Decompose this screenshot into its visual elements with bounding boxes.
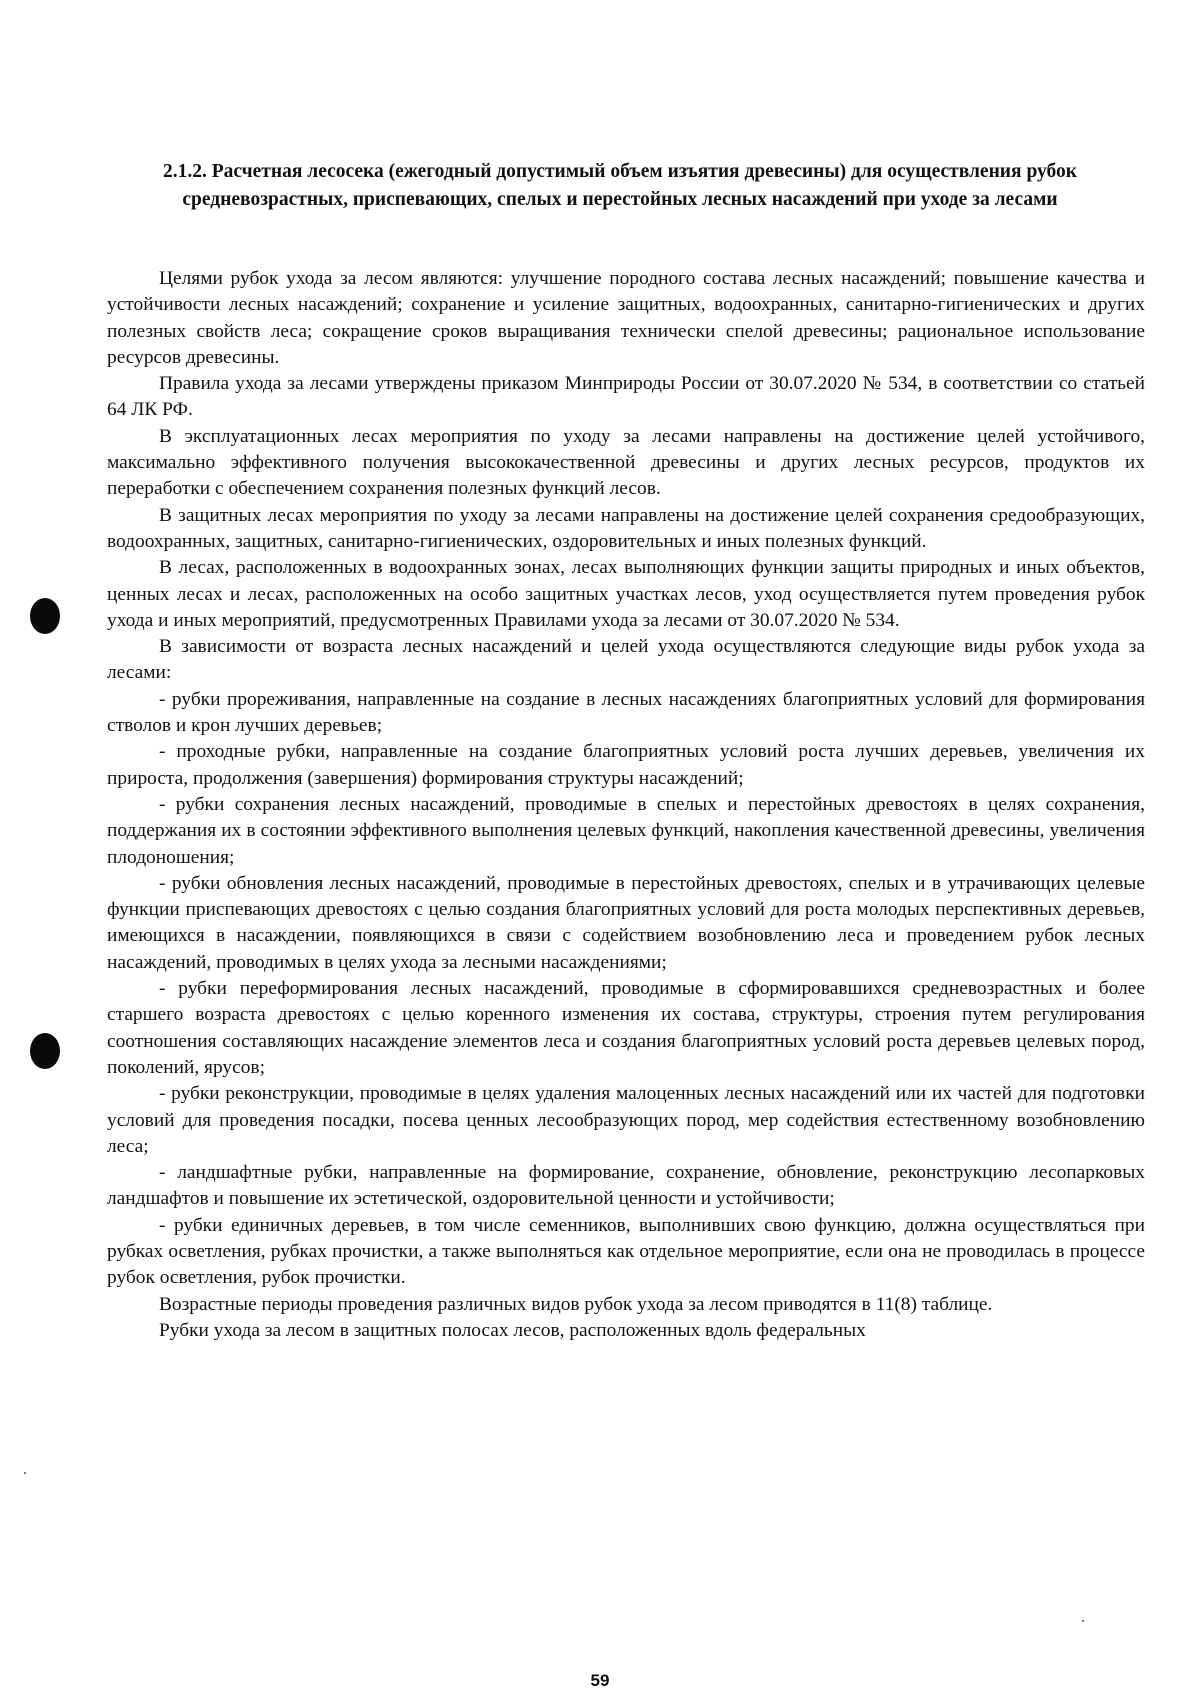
body-text (107, 266, 1145, 1344)
paragraph: Возрастные периоды проведения различных видов рубок ухода за лесом приводятся в 11(8) таблице. (159, 1293, 993, 1315)
list-item: - рубки сохранения лесных насаждений, проводимые в спелых и перестойных древостоях в целях сохранения, поддержания их в состоянии эффективного выполнения целевых функций, накопления качественной древесины, увеличения плодоношения; (107, 793, 1145, 868)
paragraph: Рубки ухода за лесом в защитных полосах лесов, расположенных вдоль федеральных (159, 1319, 866, 1341)
list-item: - ландшафтные рубки, направленные на формирование, сохранение, обновление, реконструкцию лесопарковых ландшафтов и повышение их эстетической, оздоровительной ценности и устойчивости; (107, 1162, 1145, 1210)
paragraph: В защитных лесах мероприятия по уходу за лесами направлены на достижение целей сохранения средообразующих, водоохранных, защитных, санитарно-гигиенических, оздоровительных и иных полезных функций. (107, 504, 1145, 552)
paragraph: В лесах, расположенных в водоохранных зонах, лесах выполняющих функции защиты природных и иных объектов, ценных лесах и лесах, расположенных на особо защитных участках лесов, уход осуществляется путем проведения рубок ухода и иных мероприятий, предусмотренных Правилами ухода за лесами от 30.07.2020 № 534. (107, 557, 1145, 631)
punch-hole-mark (30, 1033, 60, 1069)
paragraph: В зависимости от возраста лесных насаждений и целей ухода осуществляются следующие виды рубок ухода за лесами: (107, 636, 1145, 684)
list-item: - рубки переформирования лесных насаждений, проводимые в сформировавшихся средневозрастных и более старшего возраста древостоях с целью коренного изменения их состава, структуры, строения путем регулирования соотношения составляющих насаждение элементов леса и создания благоприятных условий роста деревьев целевых пород, поколений, ярусов; (107, 978, 1145, 1078)
list-item: - рубки прореживания, направленные на создание в лесных насаждениях благоприятных условий для формирования стволов и крон лучших деревьев; (107, 688, 1145, 737)
paragraph: Правила ухода за лесами утверждены приказом Минприроды России от 30.07.2020 № 534, в соответствии со статьей 64 ЛК РФ. (107, 373, 1145, 421)
list-item: - проходные рубки, направленные на создание благоприятных условий роста лучших деревьев, увеличения их прироста, продолжения (завершения) формирования структуры насаждений; (107, 741, 1145, 789)
list-item: - рубки реконструкции, проводимые в целях удаления малоценных лесных насаждений или их частей для подготовки условий для проведения посадки, посева ценных лесообразующих пород, мер содействия естественному возобновлению леса; (107, 1083, 1145, 1157)
section-heading: 2.1.2. Расчетная лесосека (ежегодный допустимый объем изъятия древесины) для осуществления рубок средневозрастных, приспевающих, спелых и перестойных лесных насаждений при уходе за лесами (162, 161, 1078, 210)
paragraph: Целями рубок ухода за лесом являются: улучшение породного состава лесных насаждений; повышение качества и устойчивости лесных насаждений; сохранение и усиление защитных, водоохранных, санитарно-гигиенических и других полезных свойств леса; сокращение сроков выращивания технически спелой древесины; рациональное использование ресурсов древесины. (107, 268, 1145, 368)
paragraph: В эксплуатационных лесах мероприятия по уходу за лесами направлены на достижение целей устойчивого, максимально эффективного получения высококачественной древесины и других лесных ресурсов, продуктов их переработки с обеспечением сохранения полезных функций лесов. (107, 425, 1145, 500)
list-item: - рубки обновления лесных насаждений, проводимые в перестойных древостоях, спелых и в утрачивающих целевые функции приспевающих древостоях с целью создания благоприятных условий для роста молодых перспективных деревьев, имеющихся в насаждении, появляющихся в связи с содействием возобновлению леса и проведением рубок лесных насаждений, проводимых в целях ухода за лесными насаждениями; (107, 872, 1145, 973)
scan-speck (1082, 1620, 1084, 1622)
scan-speck (24, 1472, 26, 1474)
page-number: 59 (590, 1671, 610, 1690)
list-item: - рубки единичных деревьев, в том числе семенников, выполнивших свою функцию, должна осуществляться при рубках осветления, рубках прочистки, а также выполняться как отдельное мероприятие, если она не проводилась в процессе рубок осветления, рубок прочистки. (107, 1214, 1145, 1289)
punch-hole-mark (30, 598, 60, 634)
